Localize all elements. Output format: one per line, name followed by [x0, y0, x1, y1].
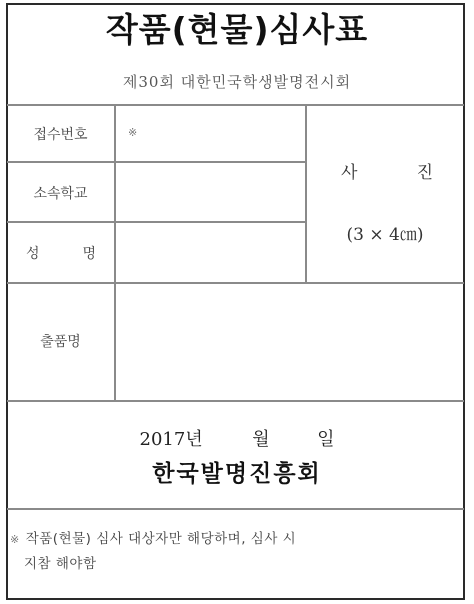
school-value-cell[interactable]: [116, 163, 304, 220]
note-text-1: 작품(현물) 심사 대상자만 해당하며, 심사 시: [25, 531, 297, 547]
receipt-no-value-cell[interactable]: [116, 106, 304, 160]
name-label-char-2: 명: [82, 246, 96, 262]
photo-size: (3 × 4㎝): [346, 225, 424, 245]
entry-name-value-cell[interactable]: [116, 284, 462, 399]
school-label: 소속학교: [33, 186, 88, 202]
date-day: 일: [317, 429, 335, 450]
note-line-2: 지참 해야함: [24, 556, 97, 572]
name-label-char-1: 성: [26, 246, 40, 262]
organization-name: 한국발명진흥회: [152, 461, 322, 487]
photo-box[interactable]: [307, 106, 463, 281]
name-label: [26, 243, 96, 263]
receipt-no-label: 접수번호: [33, 127, 88, 143]
date-month: 월: [252, 429, 270, 450]
entry-name-label: 출품명: [40, 334, 81, 350]
footer-note: [10, 527, 458, 577]
form-subtitle: 제30회 대한민국학생발명전시회: [122, 73, 352, 91]
photo-label: [341, 158, 433, 183]
photo-label-char-2: 진: [416, 163, 433, 183]
divider-row4: [7, 400, 464, 402]
note-mark: ※: [10, 533, 20, 546]
photo-label-char-1: 사: [341, 163, 358, 183]
name-value-cell[interactable]: [116, 223, 304, 281]
date-line: [0, 425, 474, 451]
divider-bottom: [7, 508, 464, 510]
receipt-no-mark: ※: [128, 126, 138, 139]
date-year: 2017년: [139, 429, 203, 450]
form-title: 작품(현물)심사표: [105, 10, 369, 49]
note-line-1: [10, 527, 458, 552]
